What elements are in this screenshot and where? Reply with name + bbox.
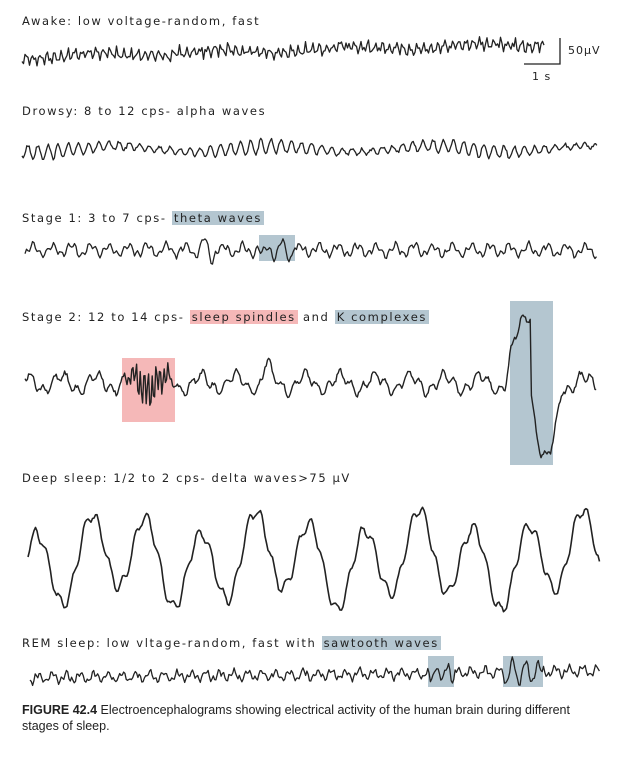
trace-label-text: REM sleep: low vltage-random, fast with [22, 636, 322, 650]
theta-waves-highlight: theta waves [173, 211, 262, 225]
eeg-trace-stage1 [25, 239, 597, 264]
trace-label-text: Awake: low voltage-random, fast [22, 14, 261, 28]
eeg-trace-awake [22, 37, 544, 66]
sleep-spindles-highlight: sleep spindles [191, 310, 296, 324]
eeg-trace-deep-sleep [28, 507, 600, 611]
sawtooth-box-2 [503, 656, 543, 687]
eeg-trace-drowsy [22, 138, 597, 160]
trace-label-connector: and [297, 310, 335, 324]
trace-label-text: Deep sleep: 1/2 to 2 cps- delta waves>75 µV [22, 471, 351, 485]
figure-caption [22, 702, 602, 734]
trace-label-text: Stage 1: 3 to 7 cps- [22, 211, 172, 225]
figure-label: FIGURE 42.4 [22, 703, 98, 717]
scale-amplitude-label: 50µV [568, 44, 601, 57]
k-complexes-highlight: K complexes [336, 310, 427, 324]
trace-label-text: Stage 2: 12 to 14 cps- [22, 310, 190, 324]
trace-label-text: Drowsy: 8 to 12 cps- alpha waves [22, 104, 267, 118]
scale-time-label: 1 s [532, 70, 552, 83]
figure-caption-text: Electroencephalograms showing electrical activity of the human brain during different stages of sleep. [22, 703, 570, 733]
sawtooth-waves-highlight: sawtooth waves [323, 636, 439, 650]
